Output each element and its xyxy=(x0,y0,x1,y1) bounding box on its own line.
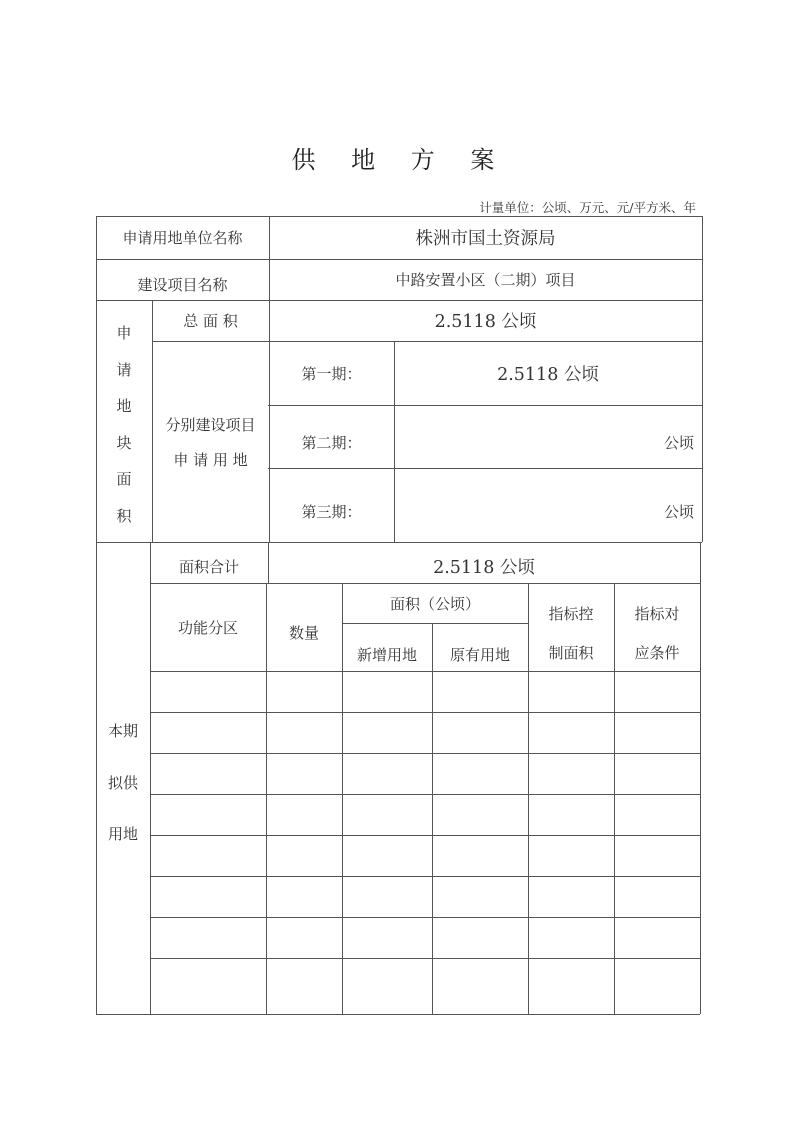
header-control-area: 指标控 制面积 xyxy=(548,605,594,662)
cell-conditions[interactable] xyxy=(614,835,700,876)
cell-new-land[interactable] xyxy=(342,917,432,958)
cell-conditions[interactable] xyxy=(614,753,700,794)
phase-1-value: 2.5118 公顷 xyxy=(497,364,599,385)
cell-quantity[interactable] xyxy=(266,876,342,917)
cell-control-area[interactable] xyxy=(528,958,614,1014)
header-quantity: 数量 xyxy=(288,623,319,642)
cell-control-area[interactable] xyxy=(528,671,614,712)
cell-control-area[interactable] xyxy=(528,835,614,876)
cell-zone[interactable] xyxy=(150,876,266,917)
cell-quantity[interactable] xyxy=(266,917,342,958)
phase-2-label: 第二期： xyxy=(301,434,362,452)
cell-new-land[interactable] xyxy=(342,958,432,1014)
document-title: 供 地 方 案 xyxy=(291,146,509,174)
cell-new-land[interactable] xyxy=(342,712,432,753)
cell-control-area[interactable] xyxy=(528,753,614,794)
cell-existing-land[interactable] xyxy=(432,876,528,917)
cell-new-land[interactable] xyxy=(342,794,432,835)
phase-2-value: 公顷 xyxy=(663,434,694,452)
cell-conditions[interactable] xyxy=(614,958,700,1014)
header-new-land: 新增用地 xyxy=(356,645,417,664)
header-existing-land: 原有用地 xyxy=(449,645,510,664)
cell-quantity[interactable] xyxy=(266,753,342,794)
cell-quantity[interactable] xyxy=(266,794,342,835)
cell-existing-land[interactable] xyxy=(432,712,528,753)
area-sum-label: 面积合计 xyxy=(178,558,239,576)
phase-group-label: 分别建设项目 申 请 用 地 xyxy=(165,415,256,469)
total-area-value: 2.5118 公顷 xyxy=(434,312,537,332)
supply-section-label: 本期 拟供 用地 xyxy=(107,722,138,843)
unit-note: 计量单位：公顷、万元、元/平方米、年 xyxy=(479,200,696,215)
cell-control-area[interactable] xyxy=(528,794,614,835)
cell-conditions[interactable] xyxy=(614,876,700,917)
cell-control-area[interactable] xyxy=(528,712,614,753)
cell-quantity[interactable] xyxy=(266,712,342,753)
total-area-label: 总 面 积 xyxy=(183,312,238,330)
cell-conditions[interactable] xyxy=(614,917,700,958)
cell-control-area[interactable] xyxy=(528,876,614,917)
cell-quantity[interactable] xyxy=(266,958,342,1014)
header-zone: 功能分区 xyxy=(177,618,238,637)
phase-3-label: 第三期： xyxy=(301,502,362,521)
phase-1-label: 第一期： xyxy=(301,364,362,383)
area-sum-value: 2.5118 公顷 xyxy=(433,558,535,578)
cell-new-land[interactable] xyxy=(342,753,432,794)
cell-existing-land[interactable] xyxy=(432,835,528,876)
cell-control-area[interactable] xyxy=(528,917,614,958)
cell-existing-land[interactable] xyxy=(432,671,528,712)
cell-zone[interactable] xyxy=(150,794,266,835)
cell-conditions[interactable] xyxy=(614,671,700,712)
cell-new-land[interactable] xyxy=(342,671,432,712)
applicant-value: 株洲市国土资源局 xyxy=(415,229,556,249)
header-conditions: 指标对 应条件 xyxy=(634,605,680,662)
project-label: 建设项目名称 xyxy=(137,275,228,294)
cell-zone[interactable] xyxy=(150,835,266,876)
cell-quantity[interactable] xyxy=(266,671,342,712)
cell-zone[interactable] xyxy=(150,753,266,794)
cell-existing-land[interactable] xyxy=(432,958,528,1014)
cell-new-land[interactable] xyxy=(342,835,432,876)
cell-zone[interactable] xyxy=(150,671,266,712)
cell-quantity[interactable] xyxy=(266,835,342,876)
cell-conditions[interactable] xyxy=(614,794,700,835)
apply-area-section-label: 申 请 地 块 面 积 xyxy=(116,324,132,525)
phase-3-value: 公顷 xyxy=(663,502,694,521)
applicant-label: 申请用地单位名称 xyxy=(122,229,243,247)
cell-zone[interactable] xyxy=(150,712,266,753)
cell-new-land[interactable] xyxy=(342,876,432,917)
cell-existing-land[interactable] xyxy=(432,753,528,794)
cell-zone[interactable] xyxy=(150,958,266,1014)
cell-conditions[interactable] xyxy=(614,712,700,753)
project-value: 中路安置小区（二期）项目 xyxy=(395,271,576,289)
header-area: 面积（公顷） xyxy=(389,594,480,613)
cell-existing-land[interactable] xyxy=(432,794,528,835)
cell-existing-land[interactable] xyxy=(432,917,528,958)
cell-zone[interactable] xyxy=(150,917,266,958)
